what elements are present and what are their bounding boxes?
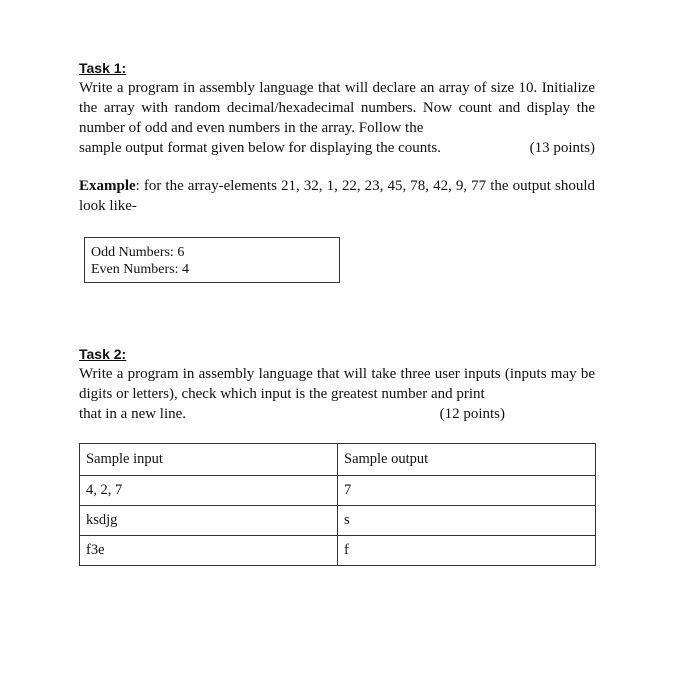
table-header-cell: Sample output <box>338 444 596 476</box>
output-line-odd: Odd Numbers: 6 <box>91 245 185 260</box>
task-2-section <box>79 344 595 424</box>
task-2-last-line <box>79 404 595 424</box>
task-2-heading: Task 2: <box>79 346 127 362</box>
table-cell-output: s <box>338 506 596 536</box>
table-header-row <box>80 444 596 476</box>
task-1-heading: Task 1: <box>79 60 127 76</box>
task-1-points: (13 points) <box>529 140 595 156</box>
table-cell-input: f3e <box>80 536 338 566</box>
sample-io-table <box>79 443 596 566</box>
example-text: : for the array-elements 21, 32, 1, 22, 23, 45, 78, 42, 9, 77 the output should look like- <box>79 178 595 214</box>
table-cell-input: 4, 2, 7 <box>80 476 338 506</box>
table-row <box>80 506 596 536</box>
task-1-example <box>79 176 595 216</box>
table-row <box>80 476 596 506</box>
task-1-description: Write a program in assembly language that will declare an array of size 10. Initialize the array with random decimal/hexadecimal numbers. Now count and display the number of odd and even numbers in the array. Follow the <box>79 80 595 136</box>
task-2-description: Write a program in assembly language that will take three user inputs (inputs may be digits or letters), check which input is the greatest number and print <box>79 366 595 402</box>
task-2-points: (12 points) <box>439 406 505 422</box>
table-cell-output: 7 <box>338 476 596 506</box>
task-1-last-line <box>79 138 595 158</box>
example-label: Example <box>79 178 136 194</box>
sample-output-box <box>84 237 340 283</box>
table-cell-output: f <box>338 536 596 566</box>
task-1-section <box>79 58 595 216</box>
table-cell-input: ksdjg <box>80 506 338 536</box>
table-row <box>80 536 596 566</box>
table-header-cell: Sample input <box>80 444 338 476</box>
task-2-last-line-text: that in a new line. <box>79 406 187 422</box>
output-line-even: Even Numbers: 4 <box>91 262 189 277</box>
task-1-last-line-text: sample output format given below for displaying the counts. <box>79 140 442 156</box>
